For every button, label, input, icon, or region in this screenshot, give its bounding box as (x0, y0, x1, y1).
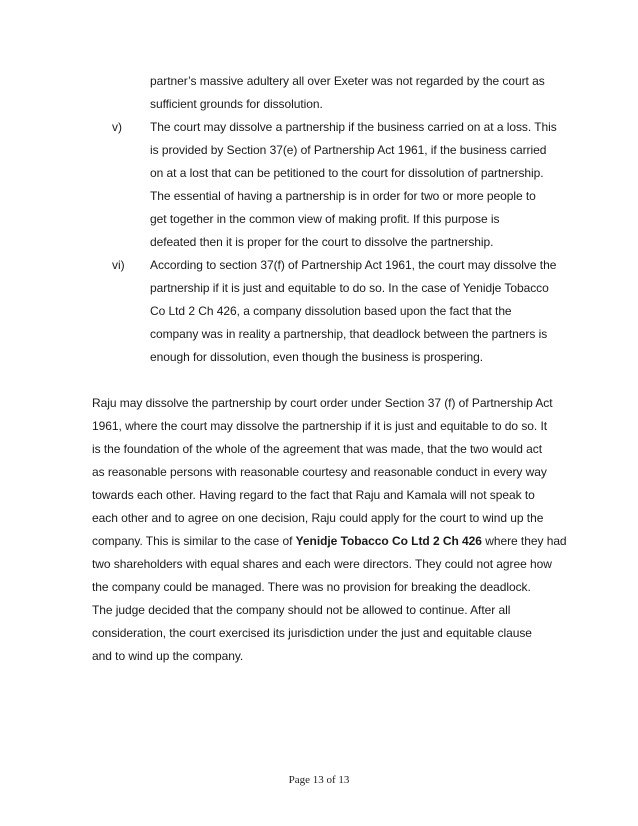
text-line: the company could be managed. There was no provision for breaking the deadlock. (92, 580, 531, 594)
text-line: partner’s massive adultery all over Exeter was not regarded by the court as (150, 74, 545, 88)
text-line: get together in the common view of making profit. If this purpose is (150, 212, 500, 226)
text-line: is provided by Section 37(e) of Partnership Act 1961, if the business carried (150, 143, 547, 157)
page-number: Page 13 of 13 (288, 774, 350, 786)
list-marker: vi) (112, 258, 125, 272)
text-line: and to wind up the company. (92, 649, 244, 663)
text-line: The judge decided that the company should not be allowed to continue. After all (92, 603, 511, 617)
text-line: on at a lost that can be petitioned to the court for dissolution of partnership. (150, 166, 544, 180)
list-marker: v) (112, 120, 122, 134)
text-line: is the foundation of the whole of the agreement that was made, that the two would act (92, 442, 543, 456)
text-line (92, 534, 567, 548)
text-run: where they had (481, 534, 567, 548)
text-line: as reasonable persons with reasonable courtesy and reasonable conduct in every way (92, 465, 547, 479)
text-line: partnership if it is just and equitable to do so. In the case of Yenidje Tobacco (150, 281, 549, 295)
text-line: 1961, where the court may dissolve the partnership if it is just and equitable to do so. It (92, 419, 548, 433)
text-line: The essential of having a partnership is in order for two or more people to (150, 189, 536, 203)
text-line: towards each other. Having regard to the fact that Raju and Kamala will not speak to (92, 488, 535, 502)
text-line: each other and to agree on one decision, Raju could apply for the court to wind up the (92, 511, 544, 525)
text-line: Raju may dissolve the partnership by court order under Section 37 (f) of Partnership Act (92, 396, 553, 410)
text-line: Co Ltd 2 Ch 426, a company dissolution based upon the fact that the (150, 304, 512, 318)
text-line: two shareholders with equal shares and each were directors. They could not agree how (92, 557, 552, 571)
case-citation: Yenidje Tobacco Co Ltd 2 Ch 426 (295, 534, 482, 548)
text-run: company. This is similar to the case of (92, 534, 296, 548)
text-line: The court may dissolve a partnership if the business carried on at a loss. This (150, 120, 557, 134)
text-line: sufficient grounds for dissolution. (150, 97, 323, 111)
text-line: defeated then it is proper for the court to dissolve the partnership. (150, 235, 494, 249)
text-line: According to section 37(f) of Partnership Act 1961, the court may dissolve the (150, 258, 557, 272)
text-line: consideration, the court exercised its jurisdiction under the just and equitable clause (92, 626, 532, 640)
text-line: company was in reality a partnership, that deadlock between the partners is (150, 327, 548, 341)
text-line: enough for dissolution, even though the business is prospering. (150, 350, 484, 364)
